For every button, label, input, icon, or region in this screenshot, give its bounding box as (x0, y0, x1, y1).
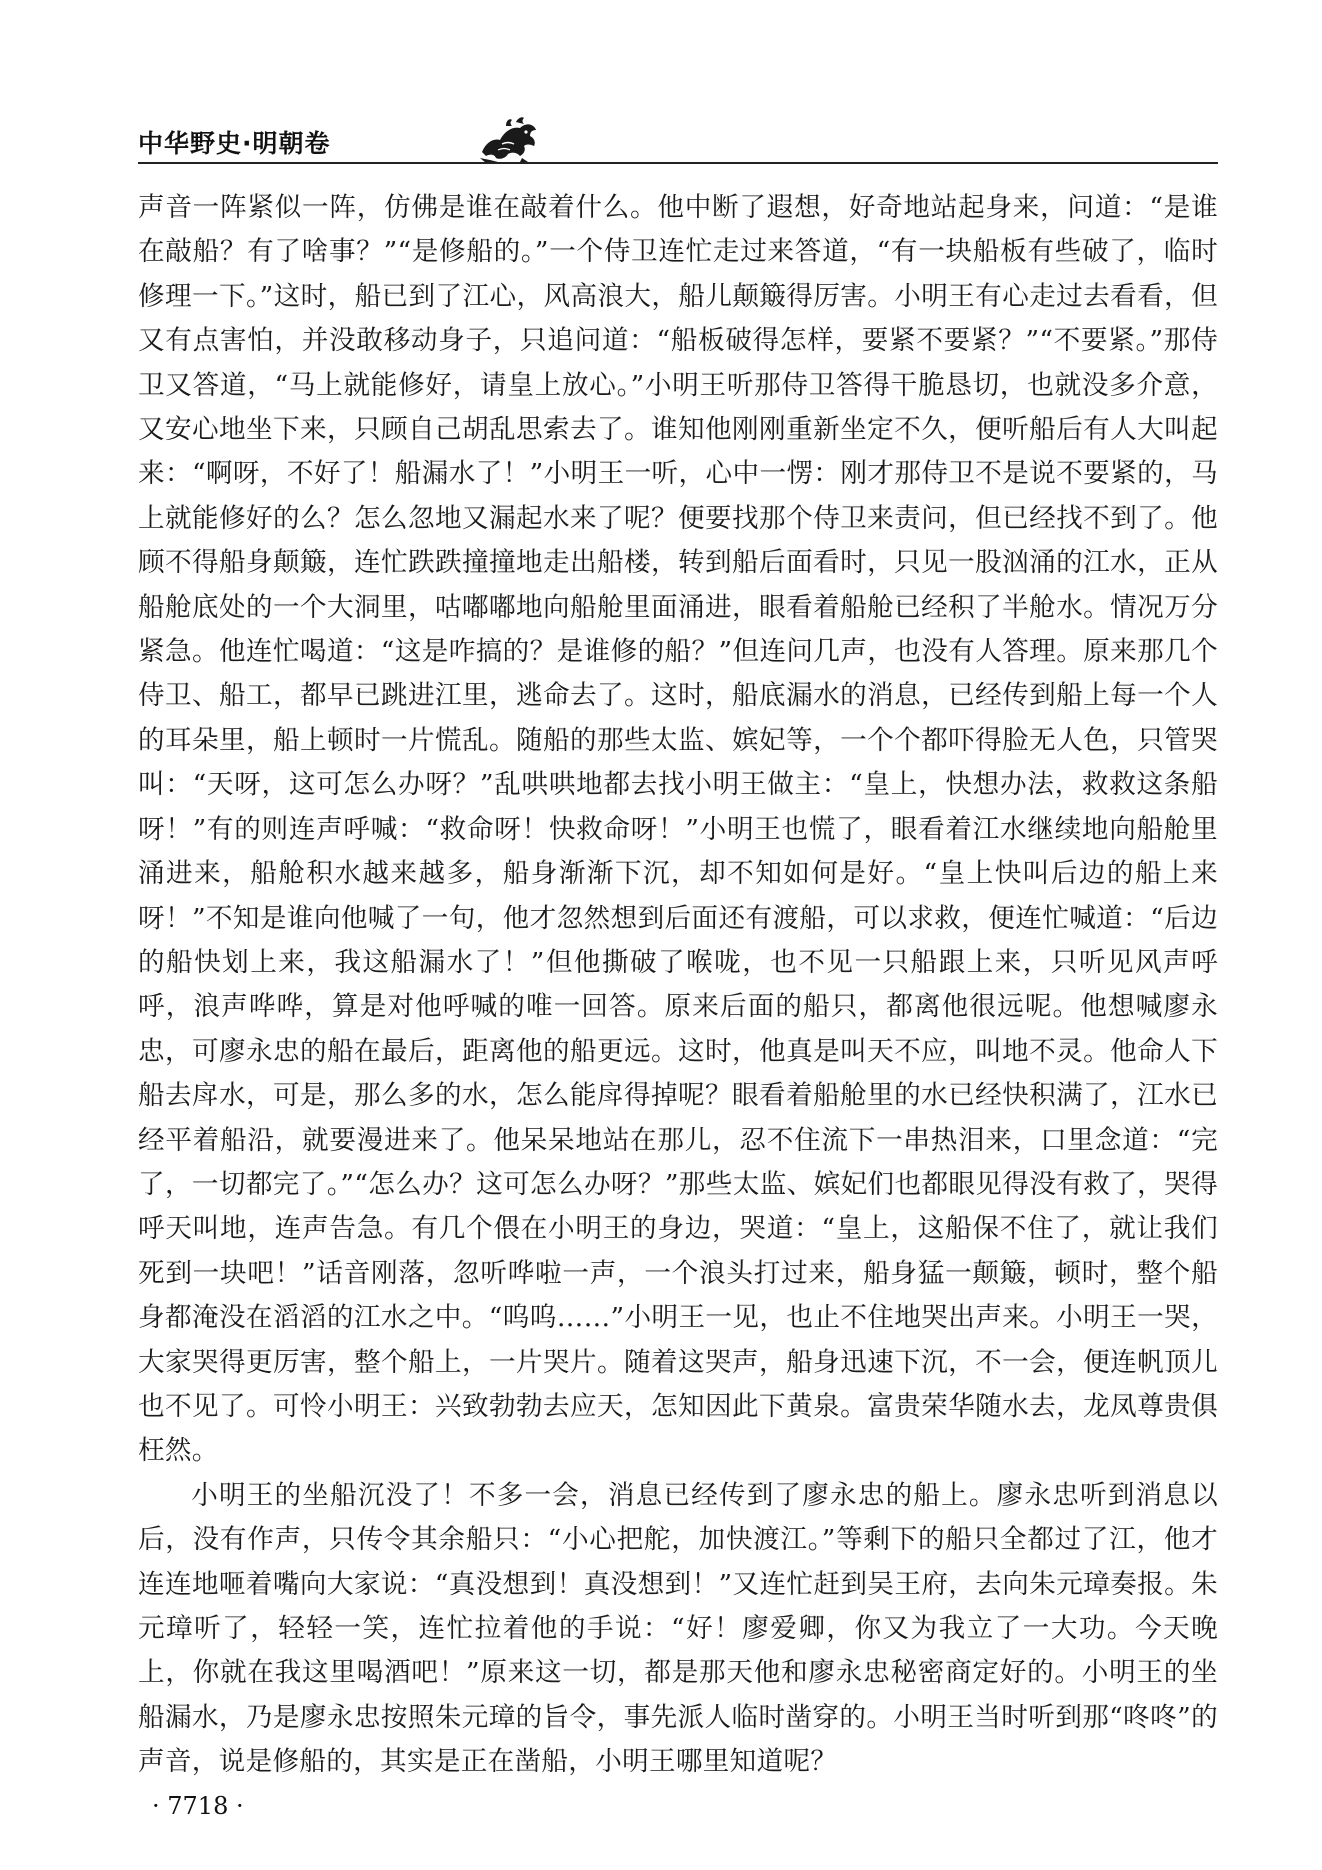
running-head (138, 118, 1218, 168)
page-number: · 7718 · (152, 1792, 244, 1820)
body-text (138, 186, 1218, 1785)
paragraph: 声音一阵紧似一阵，仿佛是谁在敲着什么。他中断了遐想，好奇地站起身来，问道：“是谁在敲船？有了啥事？”“是修船的。”一个侍卫连忙走过来答道，“有一块船板有些破了，临时修理一下。”这时，船已到了江心，风高浪大，船儿颠簸得厉害。小明王有心走过去看看，但又有点害怕，并没敢移动身子，只追问道：“船板破得怎样，要紧不要紧？”“不要紧。”那侍卫又答道，“马上就能修好，请皇上放心。”小明王听那侍卫答得干脆恳切，也就没多介意，又安心地坐下来，只顾自己胡乱思索去了。谁知他刚刚重新坐定不久，便听船后有人大叫起来：“啊呀，不好了！船漏水了！”小明王一听，心中一愣：刚才那侍卫不是说不要紧的，马上就能修好的么？怎么忽地又漏起水来了呢？便要找那个侍卫来责问，但已经找不到了。他顾不得船身颠簸，连忙跌跌撞撞地走出船楼，转到船后面看时，只见一股汹涌的江水，正从船舱底处的一个大洞里，咕嘟嘟地向船舱里面涌进，眼看着船舱已经积了半舱水。情况万分紧急。他连忙喝道：“这是咋搞的？是谁修的船？”但连问几声，也没有人答理。原来那几个侍卫、船工，都早已跳进江里，逃命去了。这时，船底漏水的消息，已经传到船上每一个人的耳朵里，船上顿时一片慌乱。随船的那些太监、嫔妃等，一个个都吓得脸无人色，只管哭叫：“天呀，这可怎么办呀？”乱哄哄地都去找小明王做主：“皇上，快想办法，救救这条船呀！”有的则连声呼喊：“救命呀！快救命呀！”小明王也慌了，眼看着江水继续地向船舱里涌进来，船舱积水越来越多，船身渐渐下沉，却不知如何是好。“皇上快叫后边的船上来呀！”不知是谁向他喊了一句，他才忽然想到后面还有渡船，可以求救，便连忙喊道：“后边的船快划上来，我这船漏水了！”但他撕破了喉咙，也不见一只船跟上来，只听见风声呼呼，浪声哗哗，算是对他呼喊的唯一回答。原来后面的船只，都离他很远呢。他想喊廖永忠，可廖永忠的船在最后，距离他的船更远。这时，他真是叫天不应，叫地不灵。他命人下船去戽水，可是，那么多的水，怎么能戽得掉呢？眼看着船舱里的水已经快积满了，江水已经平着船沿，就要漫进来了。他呆呆地站在那儿，忍不住流下一串热泪来，口里念道：“完了，一切都完了。”“怎么办？这可怎么办呀？”那些太监、嫔妃们也都眼见得没有救了，哭得呼天叫地，连声告急。有几个偎在小明王的身边，哭道：“皇上，这船保不住了，就让我们死到一块吧！”话音刚落，忽听哗啦一声，一个浪头打过来，船身猛一颠簸，顿时，整个船身都淹没在滔滔的江水之中。“呜呜……”小明王一见，也止不住地哭出声来。小明王一哭，大家哭得更厉害，整个船上，一片哭片。随着这哭声，船身迅速下沉，不一会，便连帆顶儿也不见了。可怜小明王：兴致勃勃去应天，怎知因此下黄泉。富贵荣华随水去，龙凤尊贵俱枉然。 (138, 192, 1218, 1467)
header-rule (138, 162, 1218, 164)
series-title: 中华野史·明朝卷 (138, 129, 331, 158)
dragon-emblem-icon (476, 112, 540, 164)
paragraph: 小明王的坐船沉没了！不多一会，消息已经传到了廖永忠的船上。廖永忠听到消息以后，没有作声，只传令其余船只：“小心把舵，加快渡江。”等剩下的船只全都过了江，他才连连地咂着嘴向大家说：“真没想到！真没想到！”又连忙赶到吴王府，去向朱元璋奏报。朱元璋听了，轻轻一笑，连忙拉着他的手说：“好！廖爱卿，你又为我立了一大功。今天晚上，你就在我这里喝酒吧！”原来这一切，都是那天他和廖永忠秘密商定好的。小明王的坐船漏水，乃是廖永忠按照朱元璋的旨令，事先派人临时凿穿的。小明王当时听到那“咚咚”的声音，说是修船的，其实是正在凿船，小明王哪里知道呢？ (138, 1479, 1218, 1778)
